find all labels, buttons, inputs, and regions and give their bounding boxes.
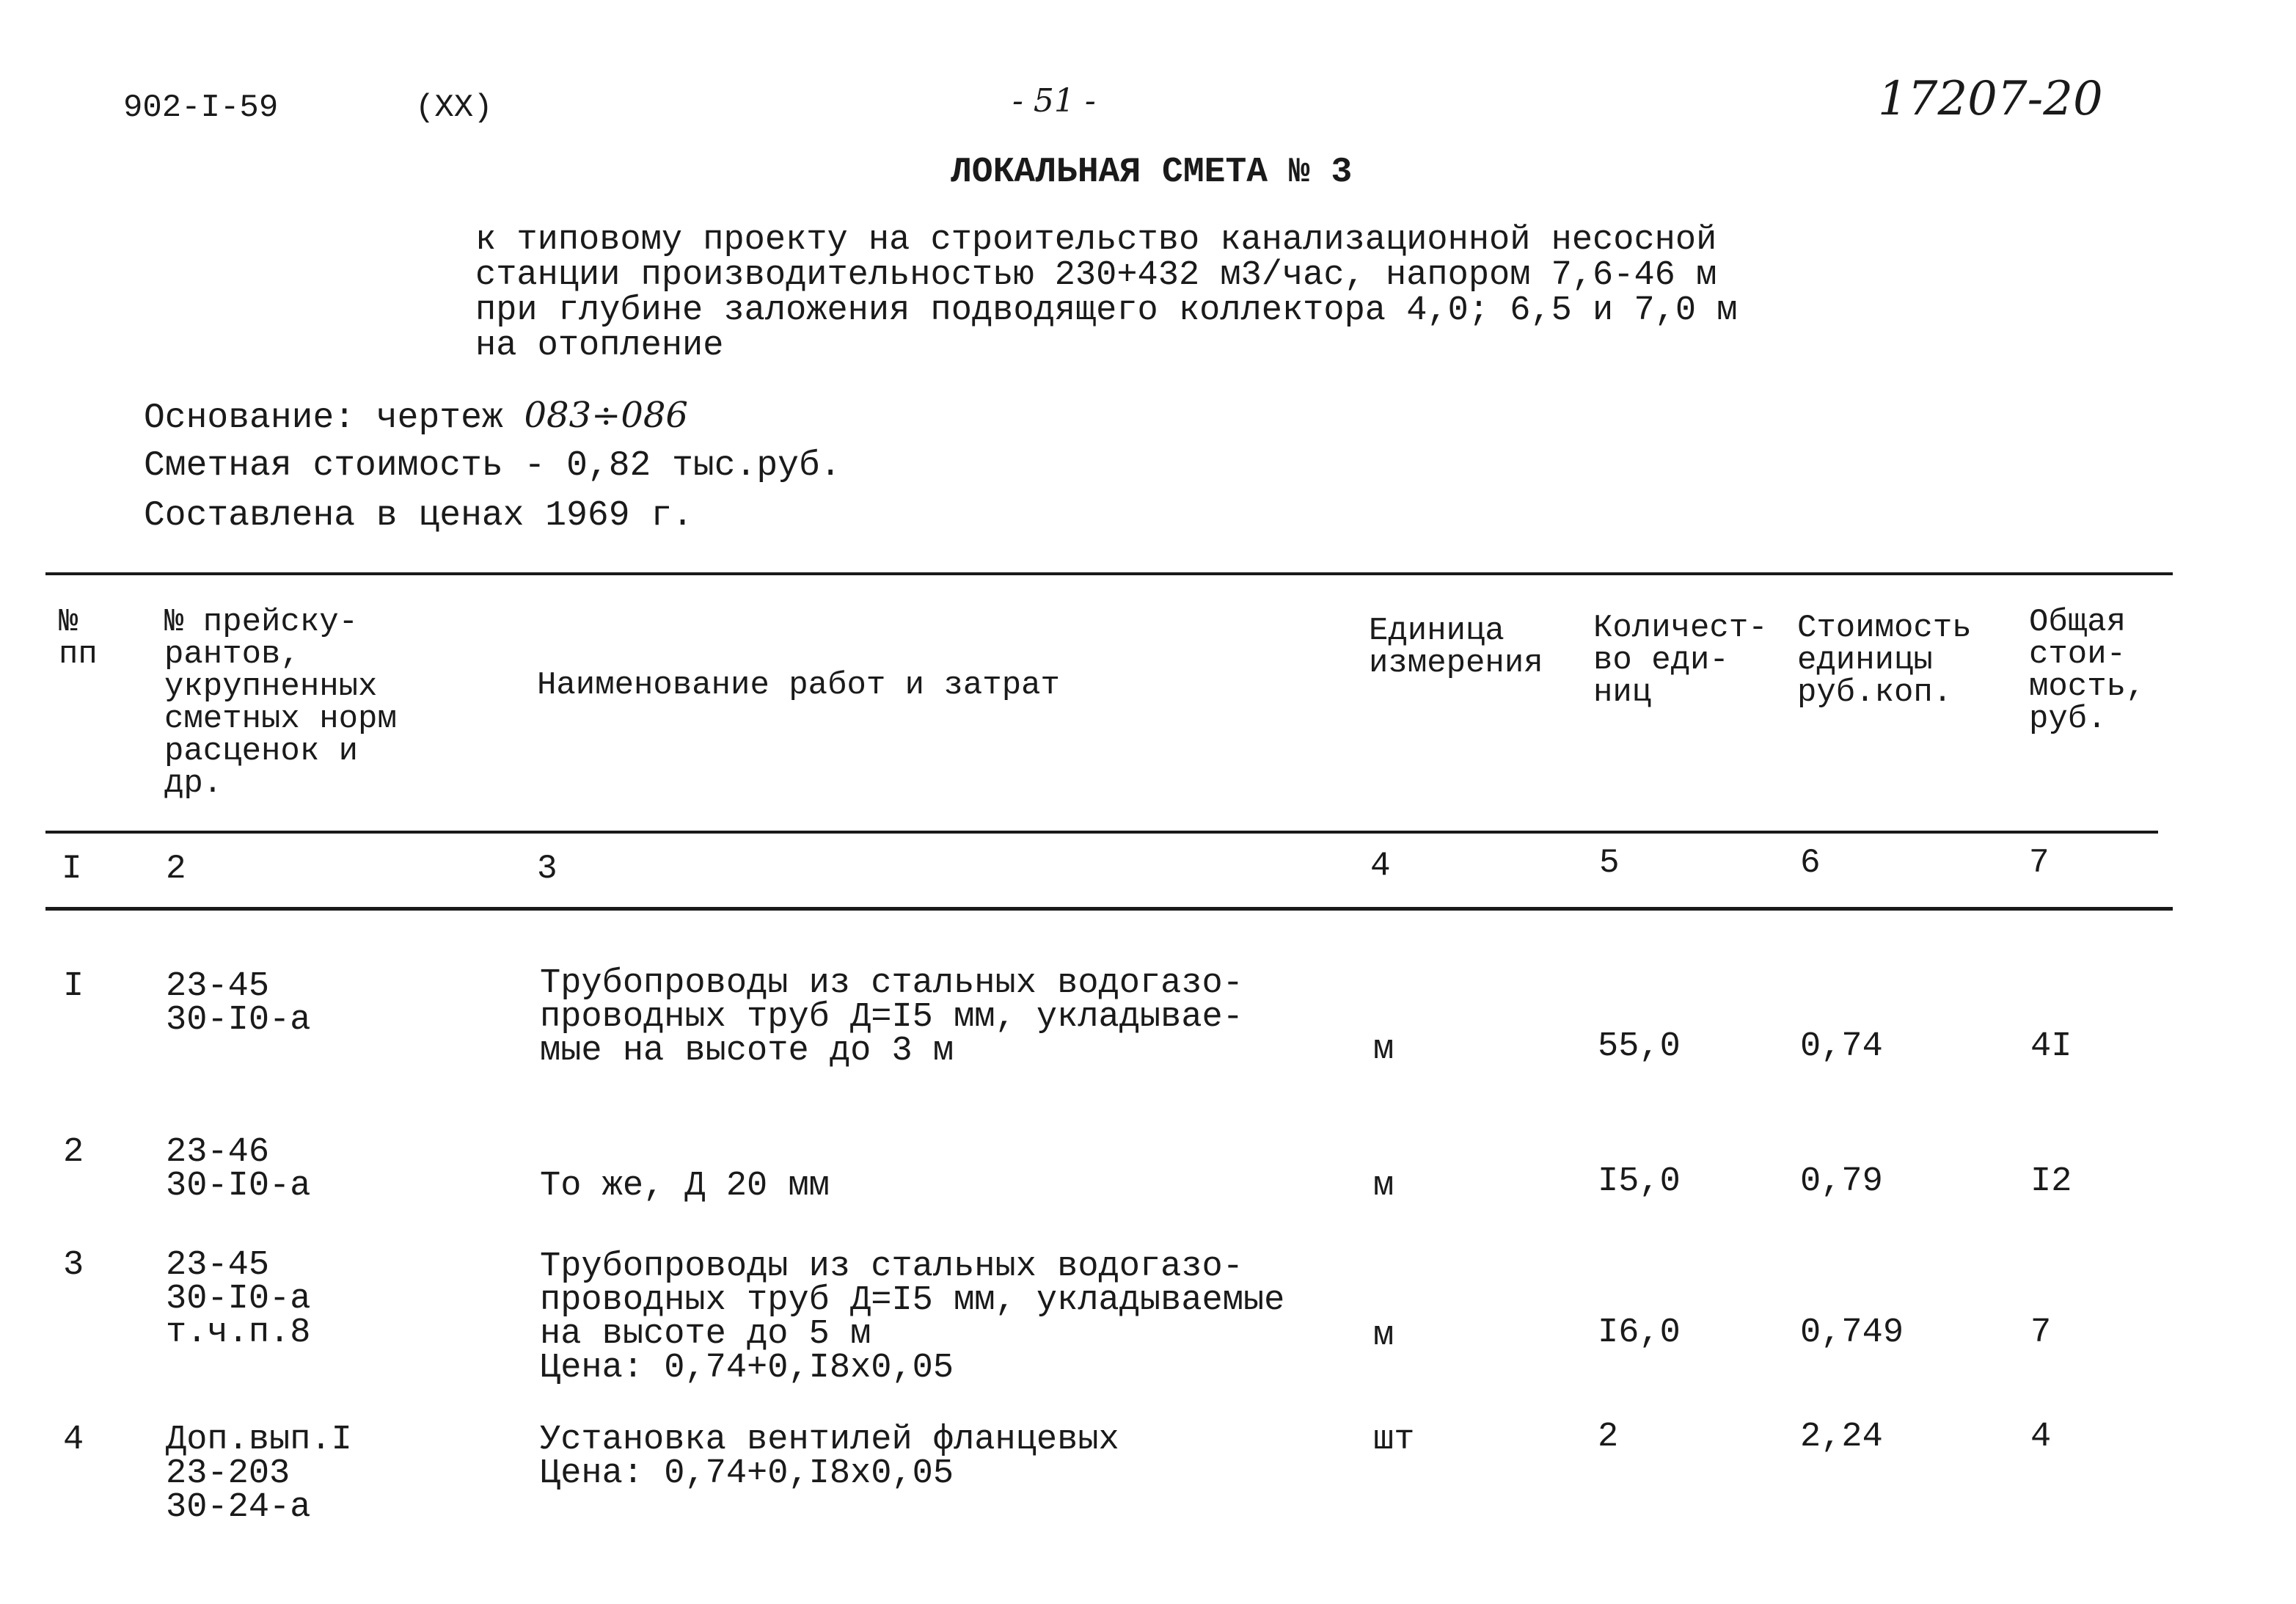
header-bottom-rule [45,831,2158,834]
row-unit: м [1373,1167,1394,1206]
row-quantity: 55,0 [1598,1027,1681,1066]
column-number: 2 [166,850,186,888]
page-number: - 51 - [1012,82,1096,120]
column-number: I [62,850,82,888]
column-header-total: Общая стои- мость, руб. [2029,604,2146,737]
column-numbers-rule [45,907,2173,911]
column-header-name: Наименование работ и затрат [537,667,1060,704]
price-level: Составлена в ценах 1969 г. [144,496,693,536]
row-number: 2 [63,1133,84,1172]
row-number: 4 [63,1421,84,1459]
estimated-cost: Сметная стоимость - 0,82 тыс.руб. [144,446,841,486]
basis-label: Основание: чертеж [144,398,503,438]
row-reference: Доп.вып.I 23-203 30-24-a [166,1421,352,1527]
row-reference: 23-46 30-I0-a [166,1133,311,1206]
column-number: 4 [1370,847,1391,885]
column-number: 6 [1800,844,1821,882]
row-description: Трубопроводы из стальных водогазо- проводных труб Д=I5 мм, укладывае- мые на высоте до 3 м [540,964,1243,1071]
row-unit: м [1373,1316,1394,1355]
column-header-unit: Единица измерения [1369,613,1543,682]
row-unit: м [1373,1030,1394,1069]
row-total: 4I [2030,1027,2072,1066]
row-reference: 23-45 30-I0-a т.ч.п.8 [166,1246,311,1352]
row-total: I2 [2030,1162,2072,1201]
row-unit-price: 0,749 [1800,1313,1904,1352]
row-description: То же, Д 20 мм [540,1167,830,1206]
subtitle-line: к типовому проекту на строительство канализационной несосной [475,221,1717,260]
column-number: 5 [1599,844,1620,882]
row-unit: шт [1373,1421,1415,1459]
column-number: 7 [2029,844,2050,882]
basis-line [144,395,688,438]
subtitle-line: станции производительностью 230+432 м3/час, напором 7,6-46 м [475,256,1717,295]
row-number: 3 [63,1246,84,1285]
row-description: Установка вентилей фланцевых Цена: 0,74+0,I8x0,05 [540,1421,1119,1493]
subtitle-line: при глубине заложения подводящего коллектора 4,0; 6,5 и 7,0 м [475,291,1738,330]
row-quantity: I6,0 [1598,1313,1681,1352]
column-number: 3 [537,850,557,888]
row-total: 4 [2030,1418,2052,1457]
basis-value: 083÷086 [524,395,688,436]
column-header-unit-cost: Стоимость единицы руб.коп. [1797,610,1972,711]
row-unit-price: 2,24 [1800,1418,1883,1457]
document-title: ЛОКАЛЬНАЯ СМЕТА № 3 [951,153,1353,192]
column-header-quantity: Количест- во еди- ниц [1593,610,1768,711]
row-total: 7 [2030,1313,2052,1352]
row-description: Трубопроводы из стальных водогазо- проводных труб Д=I5 мм, укладываемые на высоте до 5 м Цена: 0,74+0,I8x0,05 [540,1247,1285,1388]
table-top-rule [45,572,2173,575]
row-number: I [63,967,84,1006]
document-subtitle [475,223,1737,364]
column-header-reference: № прейску- рантов, укрупненных сметных норм расценок и др. [164,604,397,802]
column-header-no: № пп [59,604,98,673]
row-unit-price: 0,79 [1800,1162,1883,1201]
row-unit-price: 0,74 [1800,1027,1883,1066]
archive-stamp: 17207-20 [1878,72,2103,126]
document-series: (XX) [415,90,493,126]
row-quantity: I5,0 [1598,1162,1681,1201]
subtitle-line: на отопление [475,327,724,365]
document-code: 902-I-59 [123,90,279,126]
row-reference: 23-45 30-I0-a [166,967,311,1040]
row-quantity: 2 [1598,1418,1619,1457]
